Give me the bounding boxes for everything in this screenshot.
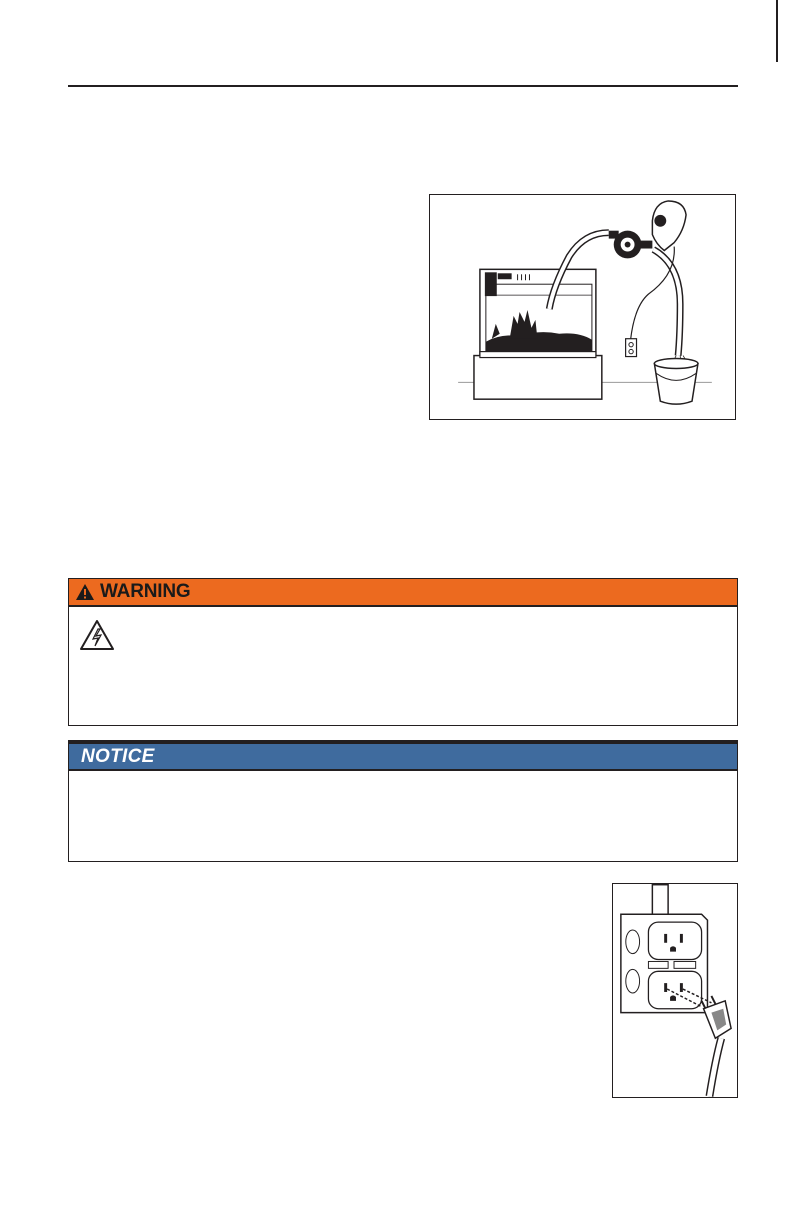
warning-header: [69, 579, 737, 607]
aquarium-drain-illustration: [430, 195, 735, 419]
gfci-outlet-illustration: [613, 884, 737, 1097]
page-edge-mark: [776, 0, 778, 62]
notice-header: [69, 741, 737, 771]
warning-box: [68, 578, 738, 726]
notice-label: NOTICE: [81, 745, 155, 767]
outlet-figure: [612, 883, 738, 1098]
notice-box: [68, 740, 738, 862]
header-rule: [68, 85, 738, 87]
warning-label: WARNING: [100, 581, 191, 602]
electrical-shock-icon: [79, 619, 115, 651]
aquarium-drain-figure: [429, 194, 736, 420]
warning-triangle-icon: [75, 583, 95, 601]
